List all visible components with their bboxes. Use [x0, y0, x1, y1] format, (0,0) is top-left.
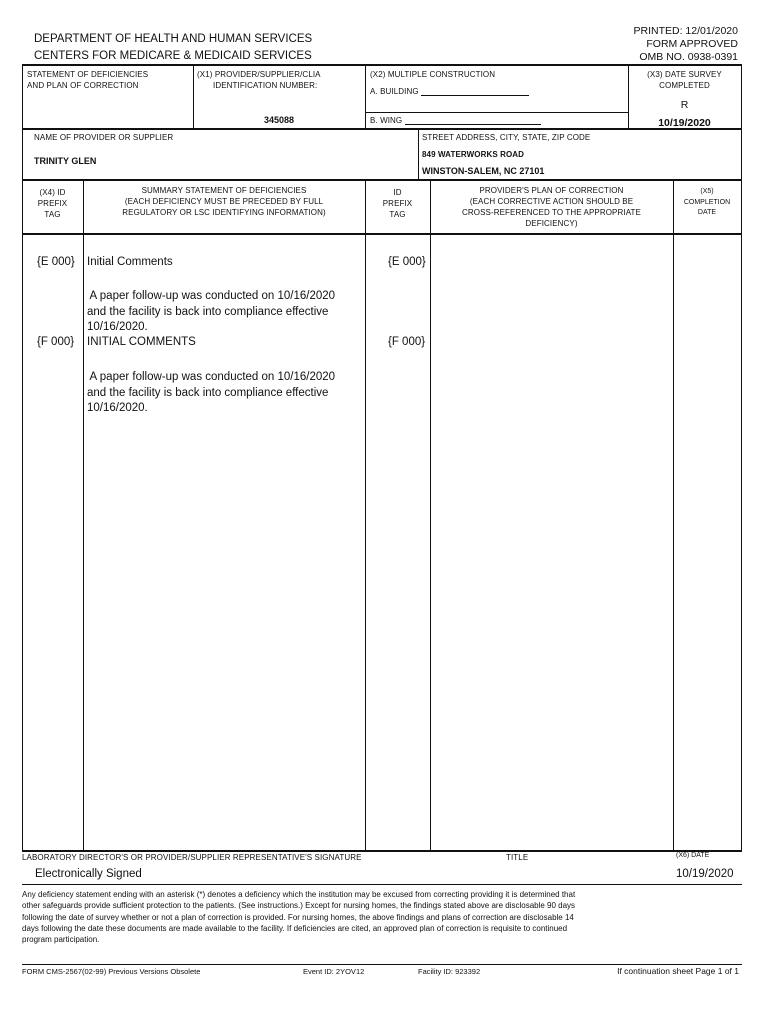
building-label: A. BUILDING: [370, 86, 529, 96]
x3-label: COMPLETED: [659, 81, 710, 90]
signature-date: 10/19/2020: [676, 868, 734, 880]
disclaimer: Any deficiency statement ending with an asterisk (*) denotes a deficiency which the institution may be excused from correcting providing it is determined that other safeguards provide sufficient protection to the patients. (See instructions.) Except for nursing homes, the findings stated above are disclosable 90 days following the date of survey whether or not a plan of correction is provided. For nursing homes, the above findings and plans of correction are disclosable 14 days following the date these documents are made available to the facility. If deficiencies are cited, an approved plan of correction is requisite to continued program participation.: [22, 890, 576, 945]
provider-name-label: NAME OF PROVIDER OR SUPPLIER: [34, 133, 174, 142]
entry-id-tag: {F 000}: [388, 336, 426, 348]
title-label: TITLE: [506, 853, 529, 862]
right-border: [741, 64, 742, 851]
row-border: [22, 233, 742, 235]
statement-label: AND PLAN OF CORRECTION: [27, 81, 139, 90]
form-number: FORM CMS-2567(02-99) Previous Versions Obsolete: [22, 967, 201, 976]
x3-label: (X3) DATE SURVEY: [647, 70, 722, 79]
divider: [365, 180, 366, 851]
completion-header: (X5) COMPLETION DATE: [683, 188, 731, 216]
provider-name: TRINITY GLEN: [34, 156, 97, 166]
entry-title: INITIAL COMMENTS: [87, 336, 196, 348]
signature-value: Electronically Signed: [35, 868, 142, 880]
divider: [673, 180, 674, 851]
footer-divider: [22, 964, 742, 965]
street-address: 849 WATERWORKS ROAD: [422, 150, 525, 159]
id-prefix-header: ID PREFIX TAG: [382, 188, 413, 219]
form-approved-label: FORM APPROVED: [646, 38, 738, 50]
wing-label: B. WING: [370, 115, 541, 125]
entry-id-tag: {E 000}: [388, 256, 426, 268]
survey-date: 10/19/2020: [658, 117, 711, 129]
divider: [430, 180, 431, 851]
divider: [365, 65, 366, 128]
city-state-zip: WINSTON-SALEM, NC 27101: [422, 166, 545, 176]
entry-tag: {E 000}: [37, 256, 75, 268]
department-name: DEPARTMENT OF HEALTH AND HUMAN SERVICES: [34, 33, 313, 45]
facility-id: Facility ID: 923392: [418, 967, 481, 976]
plan-header: PROVIDER'S PLAN OF CORRECTION (EACH CORRECTIVE ACTION SHOULD BE CROSS-REFERENCED TO THE APPROPRIATE DEFICIENCY): [462, 186, 641, 228]
wing-field: [405, 115, 541, 125]
row-border: [22, 179, 742, 181]
bottom-border: [22, 850, 742, 852]
divider: [418, 129, 419, 179]
divider: [83, 180, 84, 851]
x2-label: (X2) MULTIPLE CONSTRUCTION: [370, 70, 496, 79]
building-field: [421, 86, 529, 96]
address-label: STREET ADDRESS, CITY, STATE, ZIP CODE: [422, 133, 591, 142]
page-number: If continuation sheet Page 1 of 1: [617, 966, 739, 976]
summary-header: SUMMARY STATEMENT OF DEFICIENCIES (EACH DEFICIENCY MUST BE PRECEDED BY FULL REGULATORY OR LSC IDENTIFYING INFORMATION): [122, 186, 326, 217]
x4-header: (X4) ID PREFIX TAG: [37, 188, 68, 219]
date-label: (X6) DATE: [676, 852, 710, 859]
divider: [22, 884, 742, 885]
agency-name: CENTERS FOR MEDICARE & MEDICAID SERVICES: [34, 50, 312, 62]
divider: [365, 112, 628, 113]
event-id: Event ID: 2YOV12: [303, 967, 365, 976]
top-border: [22, 64, 742, 66]
x1-label: (X1) PROVIDER/SUPPLIER/CLIA: [197, 70, 321, 79]
entry-title: Initial Comments: [87, 256, 173, 268]
printed-date: PRINTED: 12/01/2020: [633, 25, 738, 37]
survey-code: R: [680, 99, 689, 111]
entry-body: A paper follow-up was conducted on 10/16/2020 and the facility is back into compliance effective 10/16/2020.: [87, 290, 336, 333]
x1-label: IDENTIFICATION NUMBER:: [213, 81, 318, 90]
omb-number: OMB NO. 0938-0391: [639, 51, 738, 63]
provider-id-number: 345088: [263, 115, 295, 125]
signature-label: LABORATORY DIRECTOR'S OR PROVIDER/SUPPLIER REPRESENTATIVE'S SIGNATURE: [22, 853, 362, 862]
left-border: [22, 64, 23, 851]
entry-body: A paper follow-up was conducted on 10/16/2020 and the facility is back into compliance effective 10/16/2020.: [87, 371, 336, 414]
statement-label: STATEMENT OF DEFICIENCIES: [27, 70, 149, 79]
entry-tag: {F 000}: [37, 336, 75, 348]
